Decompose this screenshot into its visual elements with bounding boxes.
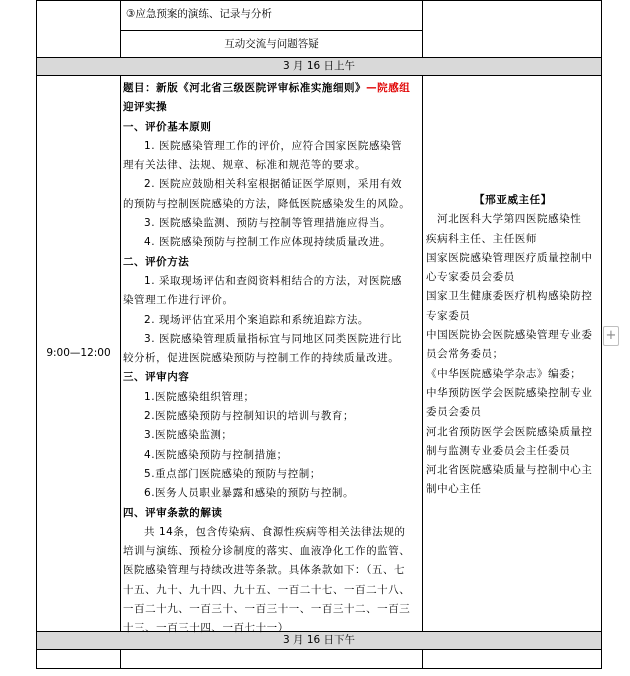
agenda-item-drill: ③应急预案的演练、记录与分析 — [126, 8, 272, 20]
section-line: 一百二十九、一百三十、一百三十一、一百三十二、一百三 — [123, 603, 411, 616]
speaker-line: 专家委员 — [426, 309, 471, 322]
section-line: 2.医院感染预防与控制知识的培训与教育； — [144, 410, 355, 423]
section-line: 十五、九十、九十四、九十五、一百二十七、一百二十八、 — [123, 583, 411, 596]
vline — [36, 0, 37, 669]
speaker-line: 委员会委员 — [426, 406, 482, 419]
speaker-line: 《中华医院感染学杂志》编委； — [426, 367, 582, 380]
speaker-line: 疾病科主任、主任医师 — [426, 232, 537, 245]
section-line: 十三、一百三十四、一百七十一） — [123, 622, 289, 635]
section-heading: 二、评价方法 — [123, 255, 190, 268]
section-line: 1. 医院感染管理工作的评价，应符合国家医院感染管 — [144, 139, 403, 152]
speaker-line: 中华预防医学会医院感染控制专业 — [426, 386, 593, 399]
speaker-line: 国家医院感染管理医疗质量控制中 — [426, 251, 593, 264]
speaker-line: 国家卫生健康委医疗机构感染防控 — [426, 290, 593, 303]
section-line: 共 14条，包含传染病、食源性疾病等相关法律法规的 — [144, 525, 406, 538]
section-line: 2. 医院应鼓励相关科室根据循证医学原则，采用有效 — [144, 178, 403, 191]
section-line: 染管理工作进行评价。 — [123, 294, 234, 307]
speaker-line: 心专家委员会委员 — [426, 271, 515, 284]
section-line: 4.医院感染预防与控制措施； — [144, 448, 288, 461]
speaker-line: 员会常务委员； — [426, 348, 504, 361]
topic-sections — [123, 118, 419, 639]
expand-button[interactable]: + — [603, 326, 619, 346]
section-line: 培训与演练、预检分诊制度的落实、血液净化工作的监管、 — [123, 545, 411, 558]
day-header-am: 3 月 16 日上午 — [282, 60, 356, 72]
section-line: 5.重点部门医院感染的预防与控制； — [144, 467, 321, 480]
section-line: 的预防与控制医院感染的方法，降低医院感染发生的风险。 — [123, 197, 411, 210]
section-heading: 四、评审条款的解读 — [123, 506, 223, 519]
speaker-lines — [426, 210, 600, 499]
speaker-line: 河北省医院感染质量与控制中心主 — [426, 464, 593, 477]
section-line: 3.医院感染监测； — [144, 429, 233, 442]
speaker-line: 中国医院协会医院感染管理专业委 — [426, 329, 593, 342]
speaker-line: 制与监测专业委员会主任委员 — [426, 444, 571, 457]
day-header-pm: 3 月 16 日下午 — [282, 634, 356, 646]
vline — [422, 0, 423, 58]
hline — [120, 30, 423, 31]
topic-title-line2: 迎评实操 — [123, 101, 168, 114]
section-line: 较分析，促进医院感染预防与控制工作的持续质量改进。 — [123, 352, 400, 365]
section-line: 6.医务人员职业暴露和感染的预防与控制。 — [144, 487, 355, 500]
section-line: 理有关法律、法规、规章、标准和规范等的要求。 — [123, 159, 367, 172]
topic-title-red: —院感组 — [366, 82, 411, 94]
section-line: 4. 医院感染预防与控制工作应体现持续质量改进。 — [144, 236, 392, 249]
vline — [601, 0, 602, 669]
section-line: 3. 医院感染管理质量指标宜与同地区同类医院进行比 — [144, 332, 403, 345]
section-line: 1.医院感染组织管理； — [144, 390, 255, 403]
section-line: 1. 采取现场评估和查阅资料相结合的方法，对医院感 — [144, 274, 403, 287]
section-line: 2. 现场评估宜采用个案追踪和系统追踪方法。 — [144, 313, 369, 326]
vline — [422, 75, 423, 632]
vline — [120, 649, 121, 669]
vline — [120, 75, 121, 632]
section-heading: 三、评审内容 — [123, 371, 190, 384]
topic-content — [123, 79, 419, 639]
section-line: 医院感染管理与持续改进等条款。具体条款如下：（五、七 — [123, 564, 406, 577]
speaker-line: 河北医科大学第四医院感染性 — [426, 213, 582, 226]
topic-title-line1 — [123, 79, 419, 98]
topic-title-prefix: 题目：新版《河北省三级医院评审标准实施细则》 — [123, 82, 367, 94]
speaker-line: 河北省预防医学会医院感染质量控 — [426, 425, 593, 438]
speaker-info — [426, 191, 600, 500]
speaker-line: 制中心主任 — [426, 483, 482, 496]
speaker-name: 【邢亚威主任】 — [474, 194, 552, 206]
time-slot: 9:00—12:00 — [46, 347, 111, 359]
section-heading: 一、评价基本原则 — [123, 120, 212, 133]
vline — [422, 649, 423, 669]
agenda-item-qa: 互动交流与问题答疑 — [224, 38, 319, 50]
section-line: 3. 医院感染监测、预防与控制等管理措施应得当。 — [144, 217, 392, 230]
